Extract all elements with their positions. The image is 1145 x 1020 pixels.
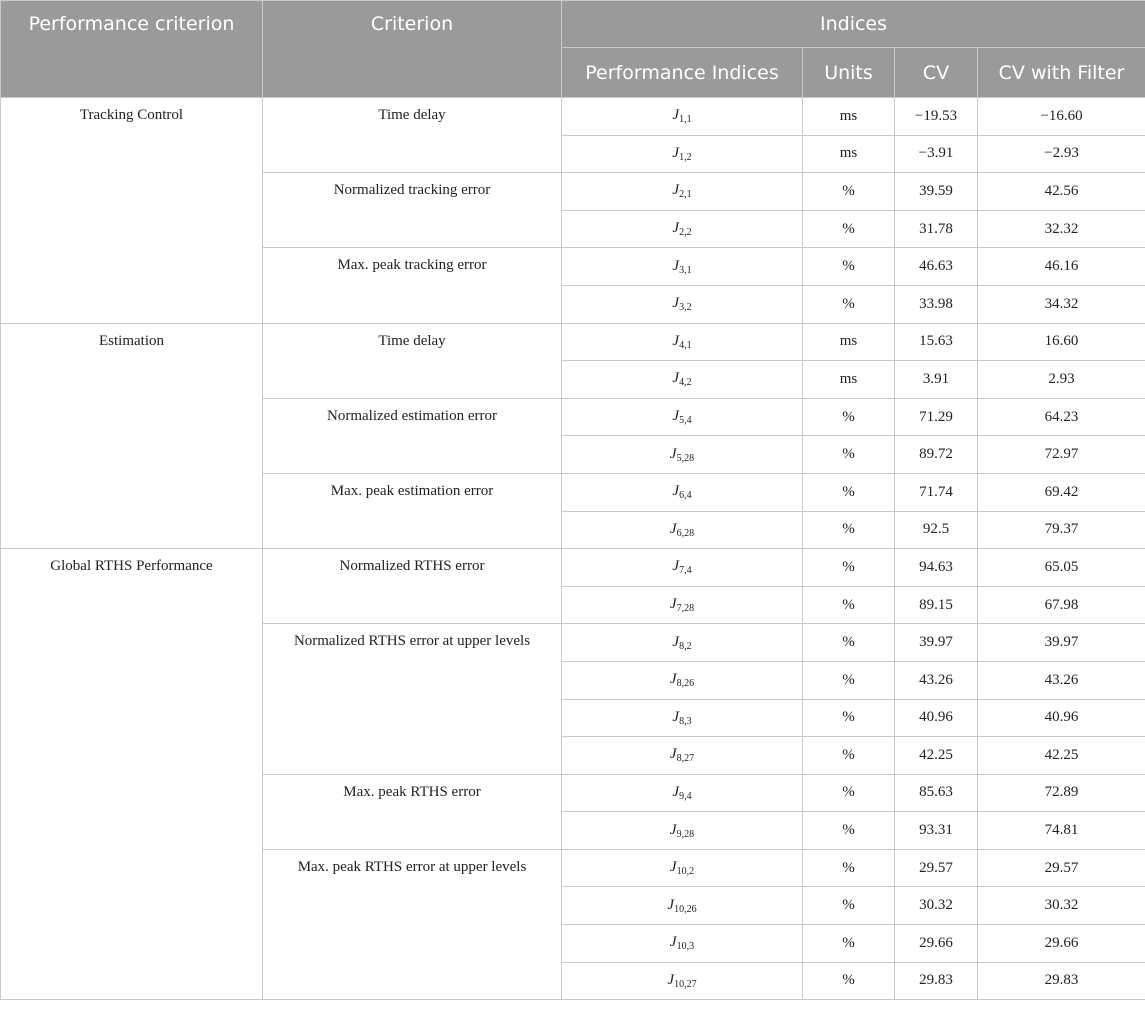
- units-cell: %: [803, 661, 895, 699]
- index-subscript: 6,28: [676, 527, 695, 539]
- cv-cell: 29.66: [895, 925, 978, 963]
- cv-cell: −3.91: [895, 135, 978, 173]
- cv-cell: 40.96: [895, 699, 978, 737]
- cv-with-filter-cell: 39.97: [978, 624, 1145, 662]
- units-cell: %: [803, 549, 895, 587]
- cv-cell: 71.29: [895, 398, 978, 436]
- performance-index-cell: [562, 285, 803, 323]
- index-symbol: J: [669, 671, 677, 688]
- cv-with-filter-cell: 64.23: [978, 398, 1145, 436]
- units-cell: %: [803, 586, 895, 624]
- performance-index-cell: [562, 699, 803, 737]
- cv-cell: 30.32: [895, 887, 978, 925]
- criterion-cell: Time delay: [263, 98, 562, 173]
- index-symbol: J: [672, 783, 680, 800]
- performance-index-cell: [562, 473, 803, 511]
- performance-index-cell: [562, 925, 803, 963]
- performance-criterion-cell: Tracking Control: [1, 98, 263, 324]
- header-criterion: Criterion: [263, 1, 562, 98]
- criterion-cell: Max. peak RTHS error at upper levels: [263, 849, 562, 999]
- cv-cell: 85.63: [895, 774, 978, 812]
- table-row: [1, 549, 1145, 587]
- units-cell: %: [803, 436, 895, 474]
- units-cell: ms: [803, 135, 895, 173]
- index-subscript: 7,4: [679, 565, 692, 577]
- index-subscript: 5,28: [676, 452, 695, 464]
- index-symbol: J: [669, 821, 677, 838]
- header-indices: Indices: [562, 1, 1145, 48]
- performance-index-cell: [562, 210, 803, 248]
- criterion-cell: Normalized RTHS error at upper levels: [263, 624, 562, 774]
- units-cell: ms: [803, 98, 895, 136]
- performance-index-cell: [562, 849, 803, 887]
- units-cell: %: [803, 473, 895, 511]
- index-subscript: 4,2: [679, 377, 692, 389]
- performance-index-cell: [562, 98, 803, 136]
- cv-with-filter-cell: 34.32: [978, 285, 1145, 323]
- index-subscript: 6,4: [679, 490, 692, 502]
- cv-with-filter-cell: 72.97: [978, 436, 1145, 474]
- units-cell: %: [803, 849, 895, 887]
- index-symbol: J: [672, 107, 680, 124]
- cv-cell: 71.74: [895, 473, 978, 511]
- index-symbol: J: [669, 859, 677, 876]
- performance-index-cell: [562, 436, 803, 474]
- performance-index-cell: [562, 812, 803, 850]
- index-symbol: J: [672, 708, 680, 725]
- performance-index-cell: [562, 737, 803, 775]
- units-cell: %: [803, 812, 895, 850]
- units-cell: %: [803, 285, 895, 323]
- criterion-cell: Max. peak RTHS error: [263, 774, 562, 849]
- table-row: [1, 98, 1145, 136]
- cv-with-filter-cell: −16.60: [978, 98, 1145, 136]
- table-header: [1, 1, 1145, 98]
- index-symbol: J: [669, 746, 677, 763]
- cv-cell: 29.57: [895, 849, 978, 887]
- index-symbol: J: [672, 182, 680, 199]
- performance-index-cell: [562, 549, 803, 587]
- cv-with-filter-cell: 29.83: [978, 962, 1145, 1000]
- performance-index-cell: [562, 962, 803, 1000]
- cv-with-filter-cell: 74.81: [978, 812, 1145, 850]
- cv-with-filter-cell: 43.26: [978, 661, 1145, 699]
- index-subscript: 1,1: [679, 114, 692, 126]
- index-symbol: J: [669, 934, 677, 951]
- index-symbol: J: [669, 445, 677, 462]
- index-symbol: J: [669, 596, 677, 613]
- index-subscript: 4,1: [679, 339, 692, 351]
- units-cell: %: [803, 774, 895, 812]
- header-units: Units: [803, 48, 895, 98]
- units-cell: %: [803, 887, 895, 925]
- cv-cell: 94.63: [895, 549, 978, 587]
- cv-with-filter-cell: 40.96: [978, 699, 1145, 737]
- index-subscript: 10,27: [674, 978, 697, 990]
- index-symbol: J: [672, 483, 680, 500]
- units-cell: %: [803, 173, 895, 211]
- performance-index-cell: [562, 661, 803, 699]
- performance-index-cell: [562, 511, 803, 549]
- index-subscript: 2,1: [679, 189, 692, 201]
- units-cell: %: [803, 398, 895, 436]
- cv-cell: 15.63: [895, 323, 978, 361]
- index-subscript: 8,27: [676, 753, 695, 765]
- cv-cell: 31.78: [895, 210, 978, 248]
- index-symbol: J: [672, 220, 680, 237]
- performance-index-cell: [562, 887, 803, 925]
- index-subscript: 3,1: [679, 264, 692, 276]
- index-subscript: 10,3: [676, 941, 695, 953]
- cv-with-filter-cell: 72.89: [978, 774, 1145, 812]
- performance-index-cell: [562, 361, 803, 399]
- cv-with-filter-cell: 46.16: [978, 248, 1145, 286]
- index-symbol: J: [672, 144, 680, 161]
- cv-with-filter-cell: 2.93: [978, 361, 1145, 399]
- cv-cell: 3.91: [895, 361, 978, 399]
- index-subscript: 1,2: [679, 151, 692, 163]
- index-symbol: J: [672, 633, 680, 650]
- criterion-cell: Max. peak tracking error: [263, 248, 562, 323]
- index-subscript: 2,2: [679, 227, 692, 239]
- index-symbol: J: [672, 370, 680, 387]
- performance-index-cell: [562, 323, 803, 361]
- units-cell: %: [803, 737, 895, 775]
- index-subscript: 8,26: [676, 678, 695, 690]
- criterion-cell: Normalized tracking error: [263, 173, 562, 248]
- cv-with-filter-cell: 29.57: [978, 849, 1145, 887]
- cv-cell: 42.25: [895, 737, 978, 775]
- cv-cell: 89.15: [895, 586, 978, 624]
- cv-with-filter-cell: 42.25: [978, 737, 1145, 775]
- index-symbol: J: [672, 295, 680, 312]
- performance-index-cell: [562, 173, 803, 211]
- index-subscript: 8,3: [679, 715, 692, 727]
- performance-index-cell: [562, 586, 803, 624]
- cv-with-filter-cell: 79.37: [978, 511, 1145, 549]
- header-cv-with-filter: CV with Filter: [978, 48, 1145, 98]
- units-cell: %: [803, 248, 895, 286]
- index-symbol: J: [667, 896, 675, 913]
- cv-cell: −19.53: [895, 98, 978, 136]
- header-performance-criterion: Performance criterion: [1, 1, 263, 98]
- cv-with-filter-cell: 16.60: [978, 323, 1145, 361]
- performance-index-cell: [562, 398, 803, 436]
- table-row: [1, 323, 1145, 361]
- units-cell: %: [803, 699, 895, 737]
- cv-cell: 39.97: [895, 624, 978, 662]
- index-subscript: 9,4: [679, 790, 692, 802]
- units-cell: ms: [803, 323, 895, 361]
- cv-cell: 43.26: [895, 661, 978, 699]
- index-symbol: J: [672, 558, 680, 575]
- index-subscript: 7,28: [676, 603, 695, 615]
- index-symbol: J: [672, 408, 680, 425]
- units-cell: %: [803, 962, 895, 1000]
- performance-criterion-cell: Estimation: [1, 323, 263, 549]
- cv-cell: 29.83: [895, 962, 978, 1000]
- units-cell: %: [803, 624, 895, 662]
- performance-criterion-cell: Global RTHS Performance: [1, 549, 263, 1000]
- cv-with-filter-cell: 69.42: [978, 473, 1145, 511]
- performance-index-cell: [562, 248, 803, 286]
- header-cv: CV: [895, 48, 978, 98]
- cv-cell: 33.98: [895, 285, 978, 323]
- index-symbol: J: [672, 257, 680, 274]
- cv-cell: 46.63: [895, 248, 978, 286]
- units-cell: %: [803, 511, 895, 549]
- cv-cell: 93.31: [895, 812, 978, 850]
- cv-with-filter-cell: 42.56: [978, 173, 1145, 211]
- index-subscript: 3,2: [679, 302, 692, 314]
- criterion-cell: Max. peak estimation error: [263, 473, 562, 548]
- header-performance-indices: Performance Indices: [562, 48, 803, 98]
- cv-with-filter-cell: −2.93: [978, 135, 1145, 173]
- cv-with-filter-cell: 29.66: [978, 925, 1145, 963]
- cv-cell: 89.72: [895, 436, 978, 474]
- cv-with-filter-cell: 32.32: [978, 210, 1145, 248]
- index-subscript: 10,2: [676, 866, 695, 878]
- index-subscript: 8,2: [679, 640, 692, 652]
- index-symbol: J: [667, 971, 675, 988]
- criterion-cell: Normalized estimation error: [263, 398, 562, 473]
- performance-index-cell: [562, 774, 803, 812]
- table-body: [1, 98, 1145, 1000]
- index-subscript: 5,4: [679, 415, 692, 427]
- index-symbol: J: [672, 332, 680, 349]
- cv-with-filter-cell: 67.98: [978, 586, 1145, 624]
- index-subscript: 9,28: [676, 828, 695, 840]
- cv-with-filter-cell: 65.05: [978, 549, 1145, 587]
- performance-index-cell: [562, 135, 803, 173]
- performance-index-cell: [562, 624, 803, 662]
- cv-cell: 39.59: [895, 173, 978, 211]
- index-subscript: 10,26: [674, 903, 697, 915]
- criterion-cell: Normalized RTHS error: [263, 549, 562, 624]
- units-cell: %: [803, 925, 895, 963]
- units-cell: ms: [803, 361, 895, 399]
- criterion-cell: Time delay: [263, 323, 562, 398]
- cv-with-filter-cell: 30.32: [978, 887, 1145, 925]
- units-cell: %: [803, 210, 895, 248]
- cv-cell: 92.5: [895, 511, 978, 549]
- index-symbol: J: [669, 520, 677, 537]
